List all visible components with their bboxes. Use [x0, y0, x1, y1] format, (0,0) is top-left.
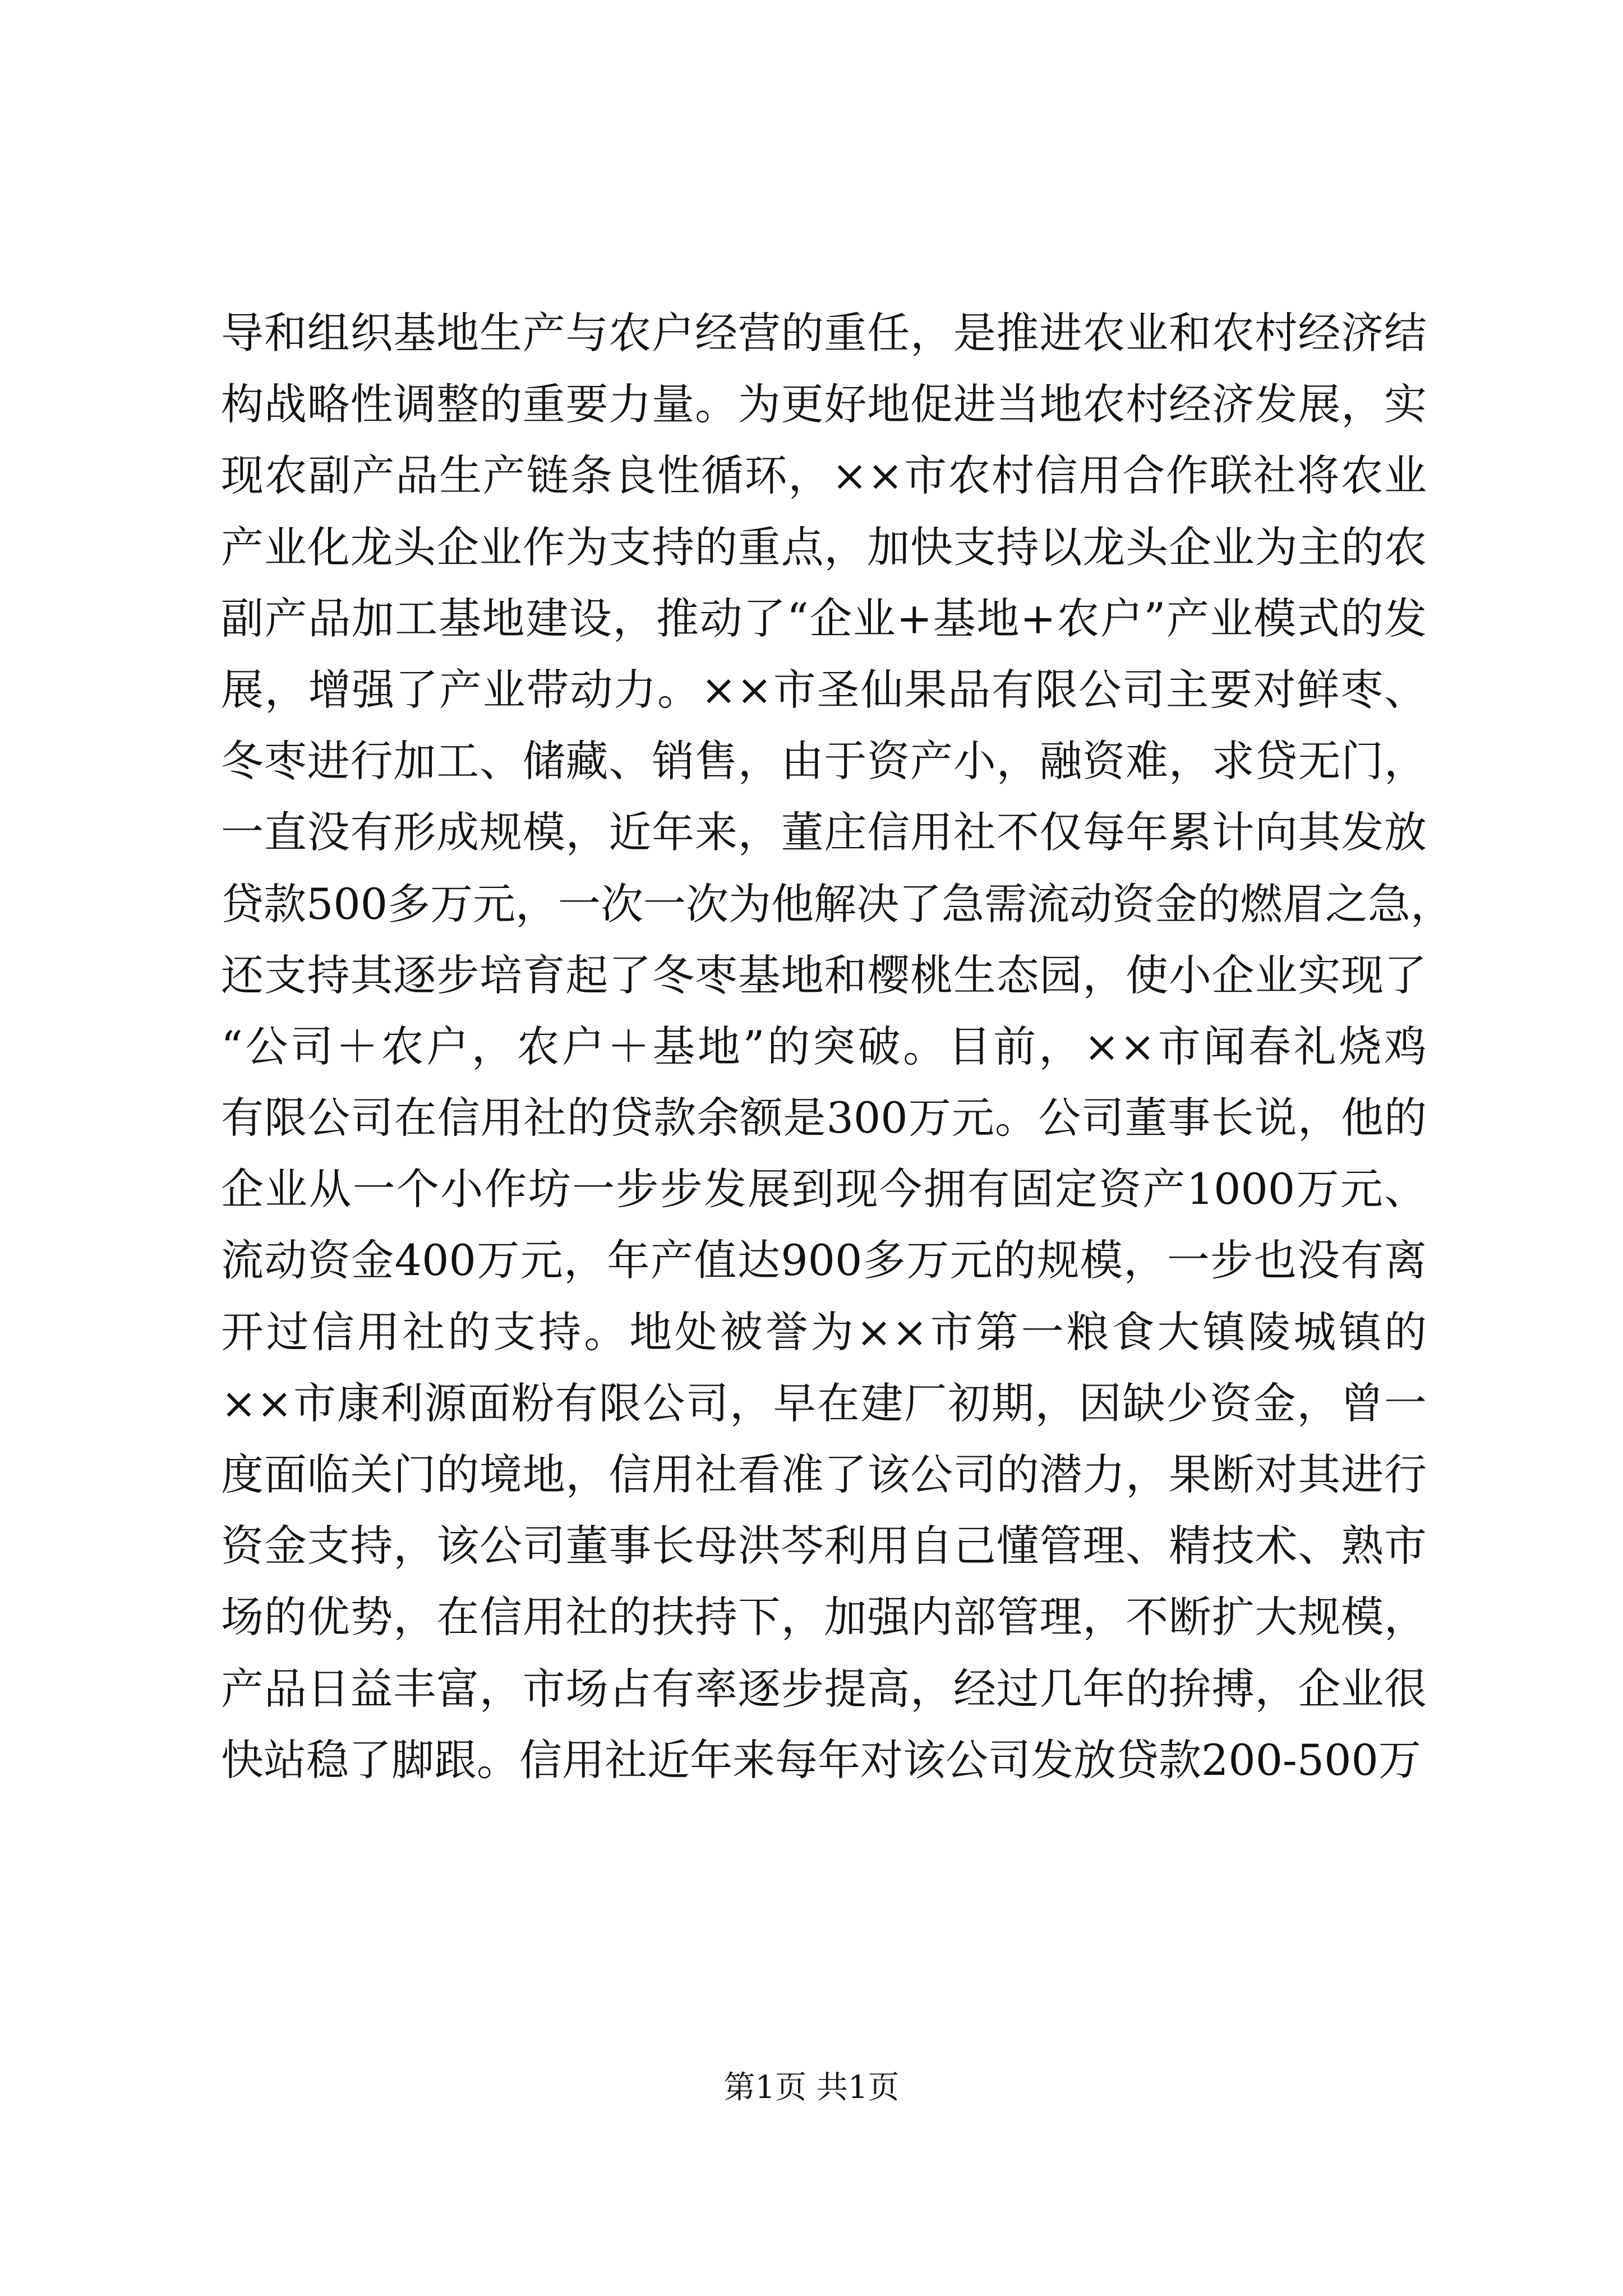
text-line: 资金支持，该公司董事长母洪芩利用自己懂管理、精技术、熟市: [221, 1521, 1427, 1571]
text-line: 快站稳了脚跟。信用社近年来每年对该公司发放贷款200-500万: [221, 1734, 1421, 1785]
text-line: 有限公司在信用社的贷款余额是300万元。公司董事长说，他的: [221, 1093, 1427, 1143]
text-line: 冬枣进行加工、储藏、销售，由于资产小，融资难，求贷无门，: [221, 736, 1427, 786]
text-line: 还支持其逐步培育起了冬枣基地和樱桃生态园，使小企业实现了: [221, 950, 1427, 1000]
text-line: 企业从一个小作坊一步步发展到现今拥有固定资产1000万元、: [221, 1164, 1427, 1214]
text-line: 产品日益丰富，市场占有率逐步提高，经过几年的拚搏，企业很: [221, 1663, 1427, 1714]
text-line: 导和组织基地生产与农户经营的重任，是推进农业和农村经济结: [221, 308, 1427, 358]
text-line: 一直没有形成规模，近年来，董庄信用社不仅每年累计向其发放: [221, 807, 1427, 858]
text-line: 现农副产品生产链条良性循环，××市农村信用合作联社将农业: [221, 450, 1427, 501]
text-line: 度面临关门的境地，信用社看准了该公司的潜力，果断对其进行: [221, 1450, 1427, 1499]
page-number-footer: 第1页 共1页: [723, 2069, 900, 2106]
text-line: 产业化龙头企业作为支持的重点，加快支持以龙头企业为主的农: [221, 522, 1427, 572]
text-line: 流动资金400万元，年产值达900多万元的规模，一步也没有离: [221, 1235, 1427, 1286]
text-line: 构战略性调整的重要力量。为更好地促进当地农村经济发展，实: [221, 379, 1427, 430]
text-line: “公司＋农户，农户＋基地”的突破。目前，××市闻春礼烧鸡: [221, 1021, 1427, 1071]
text-line: 场的优势，在信用社的扶持下，加强内部管理，不断扩大规模，: [221, 1592, 1427, 1642]
document-body: [221, 297, 1454, 1796]
text-line: 贷款500多万元，一次一次为他解决了急需流动资金的燃眉之急，: [221, 878, 1454, 929]
text-line: ××市康利源面粉有限公司，早在建厂初期，因缺少资金，曾一: [221, 1378, 1427, 1428]
text-line: 展，增强了产业带动力。××市圣仙果品有限公司主要对鲜枣、: [221, 664, 1427, 715]
text-line: 副产品加工基地建设，推动了“企业+基地+农户”产业模式的发: [221, 593, 1427, 643]
text-line: 开过信用社的支持。地处被誉为××市第一粮食大镇陵城镇的: [221, 1306, 1427, 1357]
